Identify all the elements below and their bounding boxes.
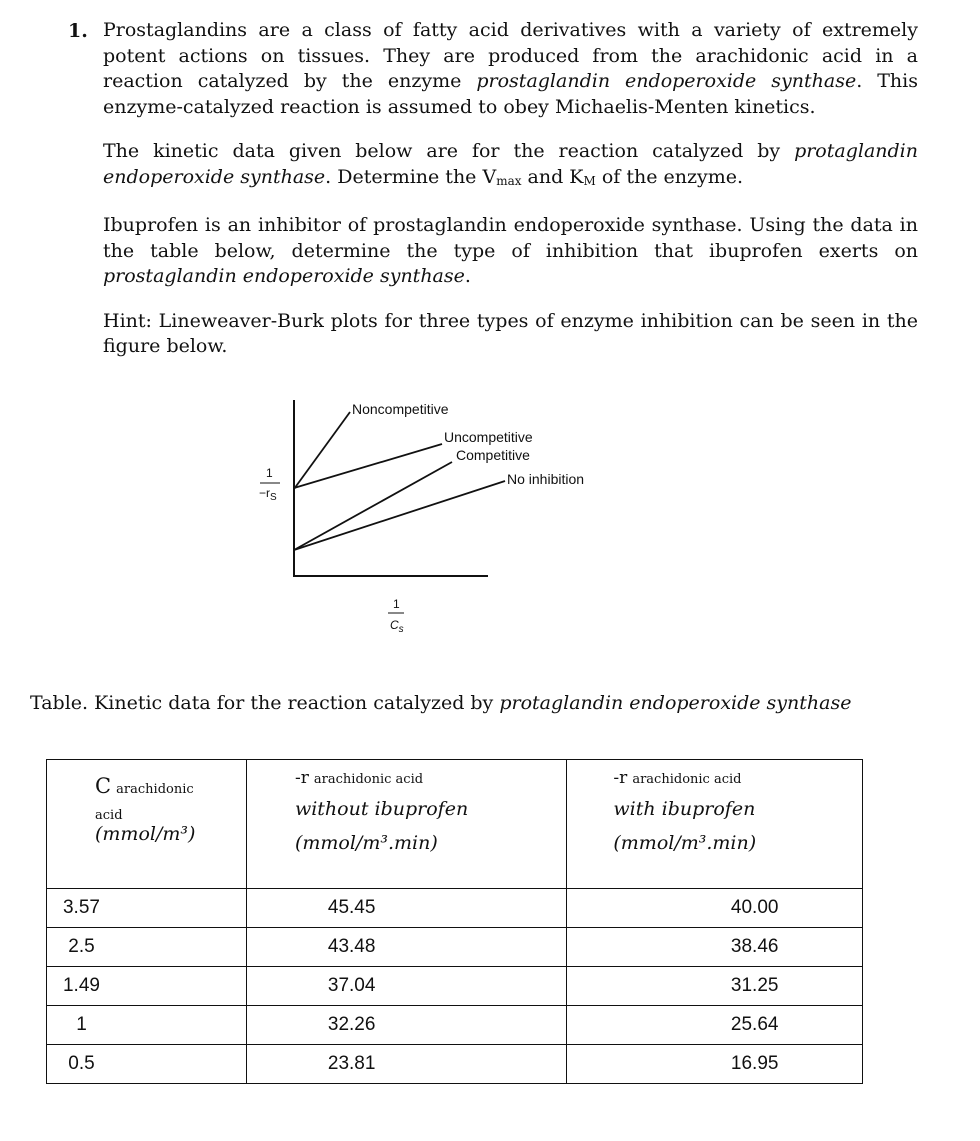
km-subscript: M [583,173,596,188]
table-row [47,1006,863,1045]
task2-text-c: . [464,265,471,287]
question-number: 1. [68,20,88,42]
header-concentration: C arachidonic acid (mmol/m³) [47,760,247,889]
x-axis-label-numerator: 1 [393,597,400,611]
cell-concentration: 1.49 [47,967,247,1006]
cell-rate-with: 25.64 [567,1006,863,1045]
y-axis-label-denominator: $-r_S$ [259,486,277,503]
task1-enzyme-name: protaglandin endoperoxide synthase [103,140,918,188]
cell-rate-without: 32.26 [246,1006,566,1045]
problem-1 [68,18,918,370]
header-rate-without: -r arachidonic acid without ibuprofen (mmol/m³.min) [246,760,566,889]
cell-rate-with: 16.95 [567,1045,863,1084]
paragraph-hint: Hint: Lineweaver-Burk plots for three types of enzyme inhibition can be seen in the figure below. [103,309,918,357]
cell-concentration: 1 [47,1006,247,1045]
cell-rate-with: 38.46 [567,928,863,967]
cell-rate-with: 31.25 [567,967,863,1006]
table-row [47,1045,863,1084]
table-row [47,967,863,1006]
table-row [47,928,863,967]
label-uncompetitive: Uncompetitive [444,429,533,445]
intro-text-c: . This enzyme-catalyzed reaction is assumed to obey Michaelis-Menten kinetics. [103,70,918,118]
cell-rate-without: 45.45 [246,889,566,928]
task1-text-d: and K [521,165,584,188]
cell-concentration: 0.5 [47,1045,247,1084]
table-header-row [47,760,863,889]
paragraph-task-1 [103,139,918,194]
label-competitive: Competitive [456,447,530,463]
line-noncompetitive [294,412,350,489]
intro-enzyme-name: prostaglandin endoperoxide synthase [476,70,857,92]
cell-concentration: 2.5 [47,928,247,967]
task2-enzyme-name: prostaglandin endoperoxide synthase [103,265,465,287]
x-axis-label-denominator: $C_s$ [390,618,404,635]
paragraph-task-2 [103,213,918,290]
task1-text-e: of the enzyme. [595,165,744,188]
cell-concentration: 3.57 [47,889,247,928]
intro-text-a: Prostaglandins are a class of fatty acid derivatives with a variety of extremely potent actions on tissues. They are produced from the arachidonic acid in a reaction catalyzed by the enzyme [103,19,918,92]
lineweaver-burk-figure [220,395,680,650]
cell-rate-with: 40.00 [567,889,863,928]
paragraph-intro [103,18,918,120]
label-no-inhibition: No inhibition [507,471,585,487]
caption-enzyme-name: protaglandin endoperoxide synthase [499,692,852,714]
cell-rate-without: 37.04 [246,967,566,1006]
task2-text-a: Ibuprofen is an inhibitor of prostaglandin endoperoxide synthase. Using the data in the table below, determine the type of inhibition that ibuprofen exerts on [103,214,918,262]
kinetic-data-table [46,759,863,1084]
table-row [47,889,863,928]
cell-rate-without: 43.48 [246,928,566,967]
header-rate-with: -r arachidonic acid with ibuprofen (mmol/m³.min) [567,760,863,889]
line-uncompetitive [294,444,442,488]
cell-rate-without: 23.81 [246,1045,566,1084]
caption-text: Table. Kinetic data for the reaction catalyzed by [30,692,500,714]
label-noncompetitive: Noncompetitive [352,401,449,417]
table-caption [30,690,915,716]
task1-text-c: . Determine the V [325,165,497,188]
vmax-subscript: max [496,173,522,188]
task1-text-a: The kinetic data given below are for the reaction catalyzed by [103,140,795,162]
y-axis-label-numerator: 1 [266,466,273,480]
